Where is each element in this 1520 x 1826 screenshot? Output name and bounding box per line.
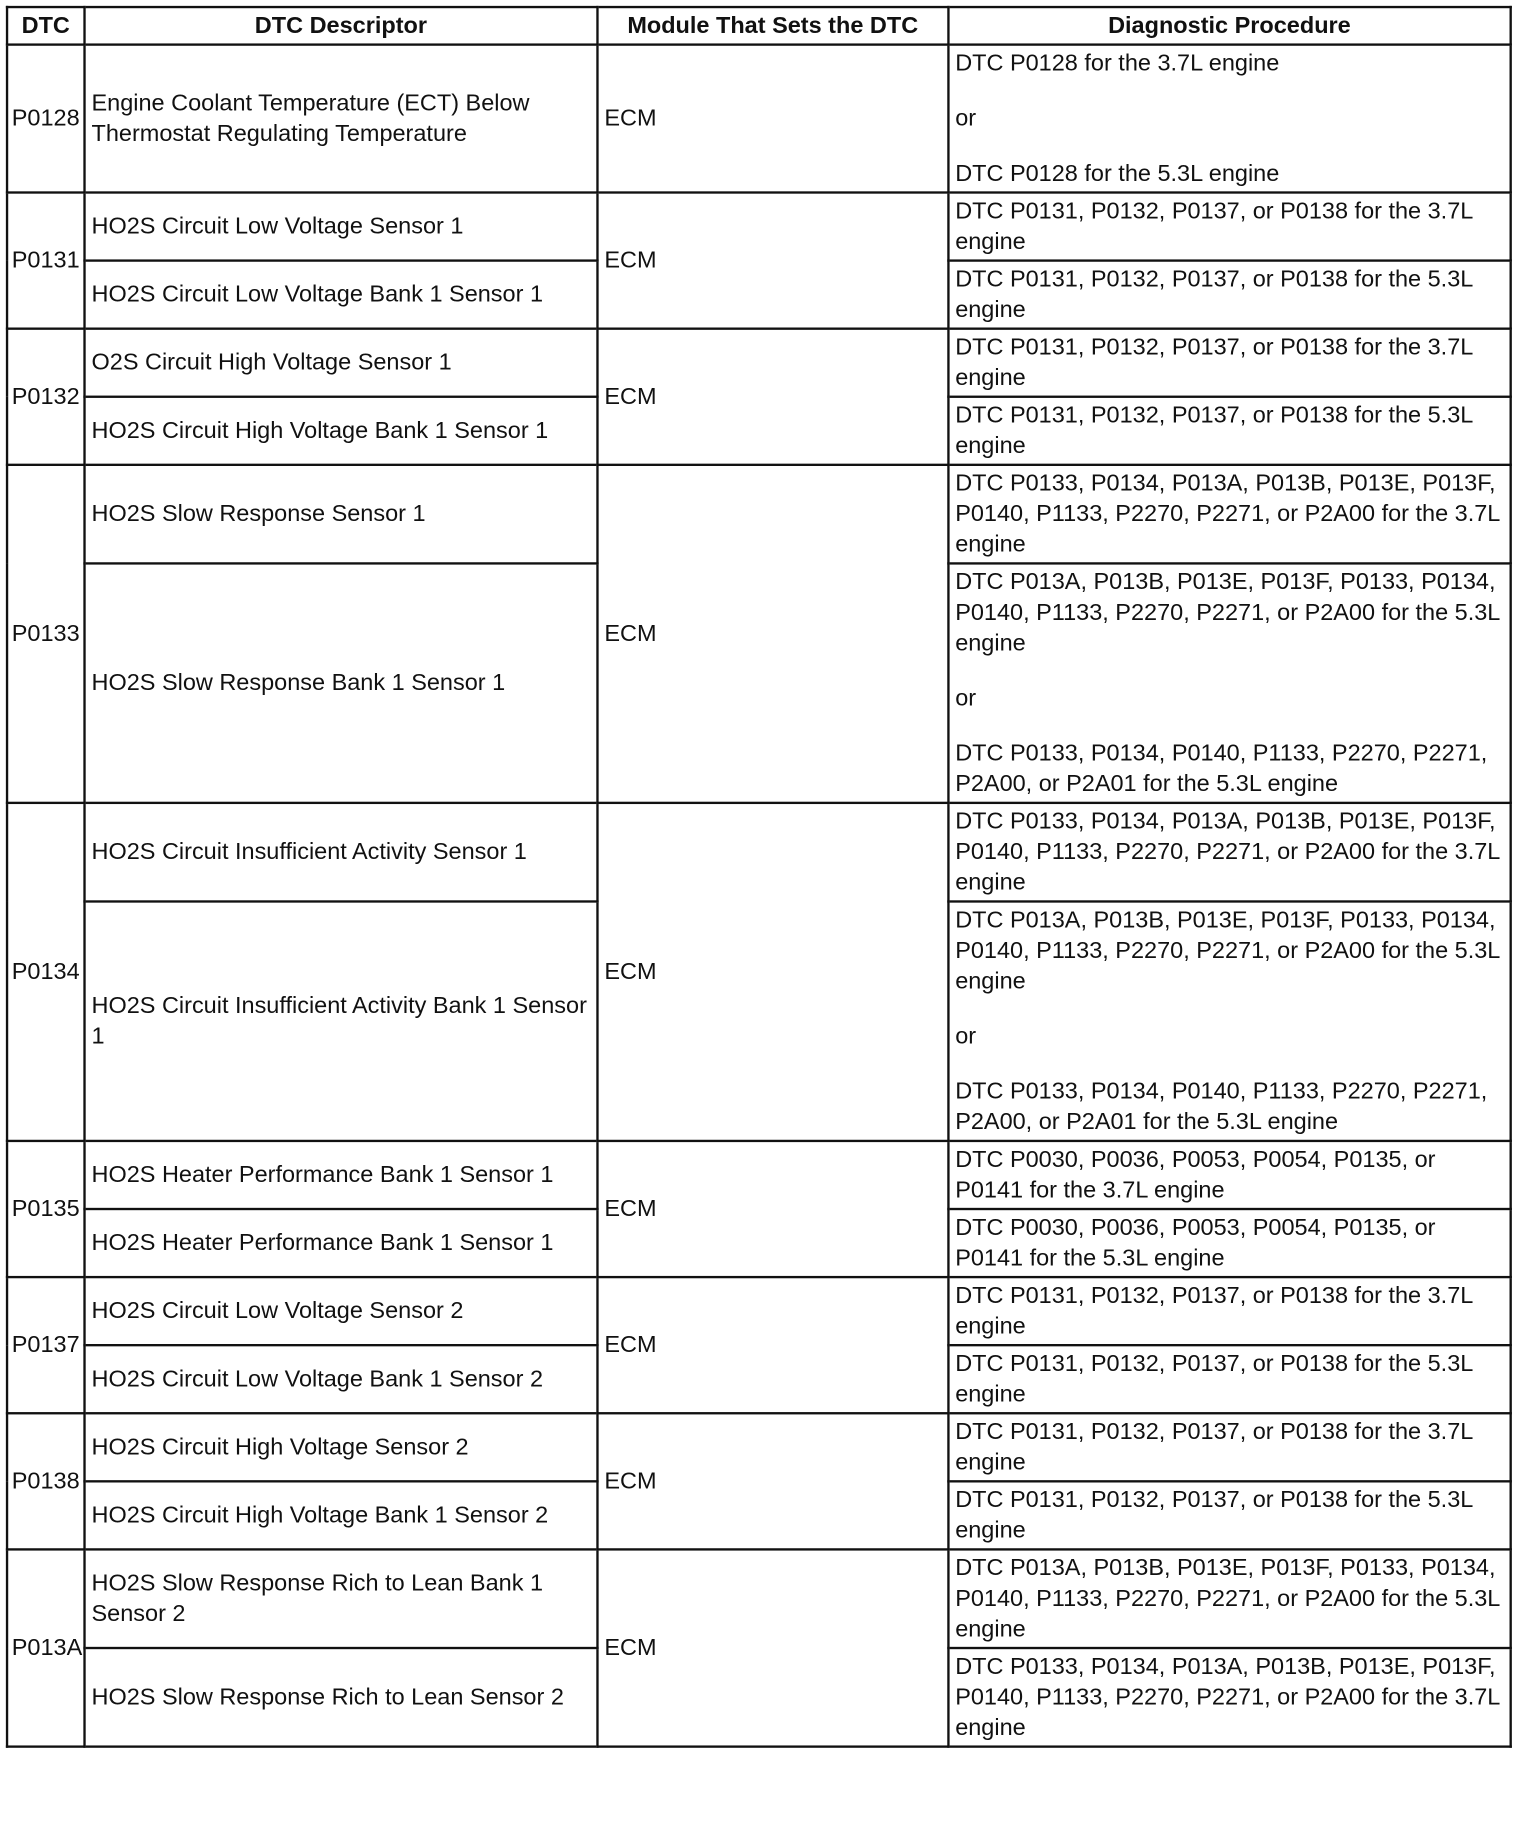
dtc-descriptor-cell: HO2S Circuit Low Voltage Bank 1 Sensor 2	[84, 1345, 597, 1413]
dtc-code-cell: P0128	[7, 45, 84, 193]
dtc-descriptor-cell: HO2S Heater Performance Bank 1 Sensor 1	[84, 1141, 597, 1209]
table-body	[7, 45, 1511, 1747]
dtc-descriptor-cell: HO2S Circuit High Voltage Bank 1 Sensor 1	[84, 397, 597, 465]
procedure-paragraph: DTC P0133, P0134, P013A, P013B, P013E, P013F, P0140, P1133, P2270, P2271, or P2A00 for the 3.7L engine	[955, 808, 1500, 896]
procedure-paragraph: DTC P0030, P0036, P0053, P0054, P0135, or P0141 for the 3.7L engine	[955, 1146, 1436, 1204]
diagnostic-procedure-cell	[948, 1413, 1511, 1481]
procedure-paragraph: DTC P0131, P0132, P0137, or P0138 for the 5.3L engine	[955, 1351, 1473, 1408]
module-cell: ECM	[597, 1413, 948, 1549]
dtc-descriptor-cell: HO2S Circuit Insufficient Activity Sensor 1	[84, 803, 597, 902]
dtc-descriptor-cell: HO2S Slow Response Rich to Lean Sensor 2	[84, 1648, 597, 1747]
dtc-descriptor-cell: HO2S Circuit High Voltage Bank 1 Sensor 2	[84, 1481, 597, 1549]
module-cell: ECM	[597, 1277, 948, 1413]
table-row	[7, 193, 1511, 261]
diagnostic-procedure-cell	[948, 563, 1511, 802]
module-cell: ECM	[597, 465, 948, 803]
dtc-descriptor-cell: O2S Circuit High Voltage Sensor 1	[84, 329, 597, 397]
procedure-paragraph: or	[955, 105, 977, 132]
diagnostic-procedure-cell	[948, 465, 1511, 564]
diagnostic-procedure-cell	[948, 1345, 1511, 1413]
procedure-paragraph: DTC P0133, P0134, P013A, P013B, P013E, P013F, P0140, P1133, P2270, P2271, or P2A00 for the 3.7L engine	[955, 470, 1500, 558]
dtc-code-cell: P0131	[7, 193, 84, 329]
table-row	[7, 465, 1511, 564]
procedure-paragraph: or	[955, 685, 977, 712]
module-cell: ECM	[597, 803, 948, 1141]
procedure-paragraph: DTC P0133, P0134, P0140, P1133, P2270, P2271, P2A00, or P2A01 for the 5.3L engine	[955, 740, 1488, 798]
table-row	[7, 1141, 1511, 1209]
dtc-descriptor-cell: HO2S Circuit Insufficient Activity Bank 1 Sensor 1	[84, 901, 597, 1140]
procedure-paragraph: DTC P0131, P0132, P0137, or P0138 for the 5.3L engine	[955, 402, 1473, 459]
diagnostic-procedure-cell	[948, 1549, 1511, 1648]
module-cell: ECM	[597, 45, 948, 193]
dtc-descriptor-cell: HO2S Circuit Low Voltage Bank 1 Sensor 1	[84, 261, 597, 329]
header-dtc: DTC	[7, 7, 84, 45]
dtc-descriptor-cell: Engine Coolant Temperature (ECT) Below Thermostat Regulating Temperature	[84, 45, 597, 193]
dtc-code-cell: P0135	[7, 1141, 84, 1277]
procedure-paragraph: DTC P0128 for the 3.7L engine	[955, 50, 1280, 77]
procedure-paragraph: or	[955, 1023, 977, 1050]
module-cell: ECM	[597, 193, 948, 329]
diagnostic-procedure-cell	[948, 1209, 1511, 1277]
diagnostic-procedure-cell	[948, 261, 1511, 329]
procedure-paragraph: DTC P013A, P013B, P013E, P013F, P0133, P0134, P0140, P1133, P2270, P2271, or P2A00 for the 5.3L engine	[955, 907, 1500, 995]
diagnostic-procedure-cell	[948, 1141, 1511, 1209]
table-row	[7, 1413, 1511, 1481]
module-cell: ECM	[597, 1141, 948, 1277]
diagnostic-procedure-cell	[948, 329, 1511, 397]
dtc-descriptor-cell: HO2S Slow Response Rich to Lean Bank 1 Sensor 2	[84, 1549, 597, 1648]
diagnostic-procedure-cell	[948, 1277, 1511, 1345]
diagnostic-procedure-cell	[948, 1648, 1511, 1747]
dtc-descriptor-cell: HO2S Slow Response Bank 1 Sensor 1	[84, 563, 597, 802]
procedure-paragraph: DTC P0131, P0132, P0137, or P0138 for the 3.7L engine	[955, 198, 1473, 255]
dtc-descriptor-cell: HO2S Circuit High Voltage Sensor 2	[84, 1413, 597, 1481]
dtc-descriptor-cell: HO2S Slow Response Sensor 1	[84, 465, 597, 564]
procedure-paragraph: DTC P0131, P0132, P0137, or P0138 for the 3.7L engine	[955, 1282, 1473, 1340]
procedure-paragraph: DTC P0131, P0132, P0137, or P0138 for the 5.3L engine	[955, 266, 1473, 323]
procedure-paragraph: DTC P013A, P013B, P013E, P013F, P0133, P0134, P0140, P1133, P2270, P2271, or P2A00 for the 5.3L engine	[955, 1555, 1500, 1643]
header-module: Module That Sets the DTC	[597, 7, 948, 45]
diagnostic-procedure-cell	[948, 397, 1511, 465]
dtc-code-cell: P0134	[7, 803, 84, 1141]
procedure-paragraph: DTC P0131, P0132, P0137, or P0138 for the 3.7L engine	[955, 334, 1473, 391]
procedure-paragraph: DTC P0131, P0132, P0137, or P0138 for the 5.3L engine	[955, 1487, 1473, 1544]
table-row	[7, 803, 1511, 902]
table-row	[7, 1549, 1511, 1648]
dtc-descriptor-cell: HO2S Circuit Low Voltage Sensor 1	[84, 193, 597, 261]
diagnostic-procedure-cell	[948, 803, 1511, 902]
dtc-code-cell: P0138	[7, 1413, 84, 1549]
dtc-code-cell: P013A	[7, 1549, 84, 1746]
dtc-table	[6, 6, 1512, 1748]
diagnostic-procedure-cell	[948, 901, 1511, 1140]
procedure-paragraph: DTC P0131, P0132, P0137, or P0138 for the 3.7L engine	[955, 1419, 1473, 1476]
table-row	[7, 45, 1511, 193]
procedure-paragraph: DTC P0133, P0134, P013A, P013B, P013E, P013F, P0140, P1133, P2270, P2271, or P2A00 for the 3.7L engine	[955, 1653, 1500, 1741]
procedure-paragraph: DTC P013A, P013B, P013E, P013F, P0133, P0134, P0140, P1133, P2270, P2271, or P2A00 for the 5.3L engine	[955, 569, 1500, 657]
diagnostic-procedure-cell	[948, 1481, 1511, 1549]
dtc-code-cell: P0132	[7, 329, 84, 465]
module-cell: ECM	[597, 329, 948, 465]
dtc-code-cell: P0137	[7, 1277, 84, 1413]
procedure-paragraph: DTC P0133, P0134, P0140, P1133, P2270, P2271, P2A00, or P2A01 for the 5.3L engine	[955, 1078, 1488, 1136]
diagnostic-procedure-cell	[948, 45, 1511, 193]
table-row	[7, 329, 1511, 397]
dtc-descriptor-cell: HO2S Circuit Low Voltage Sensor 2	[84, 1277, 597, 1345]
procedure-paragraph: DTC P0128 for the 5.3L engine	[955, 160, 1280, 187]
table-row	[7, 1277, 1511, 1345]
header-descriptor: DTC Descriptor	[84, 7, 597, 45]
procedure-paragraph: DTC P0030, P0036, P0053, P0054, P0135, or P0141 for the 5.3L engine	[955, 1214, 1436, 1272]
header-row	[7, 7, 1511, 45]
module-cell: ECM	[597, 1549, 948, 1746]
diagnostic-procedure-cell	[948, 193, 1511, 261]
dtc-code-cell: P0133	[7, 465, 84, 803]
header-procedure: Diagnostic Procedure	[948, 7, 1511, 45]
dtc-descriptor-cell: HO2S Heater Performance Bank 1 Sensor 1	[84, 1209, 597, 1277]
